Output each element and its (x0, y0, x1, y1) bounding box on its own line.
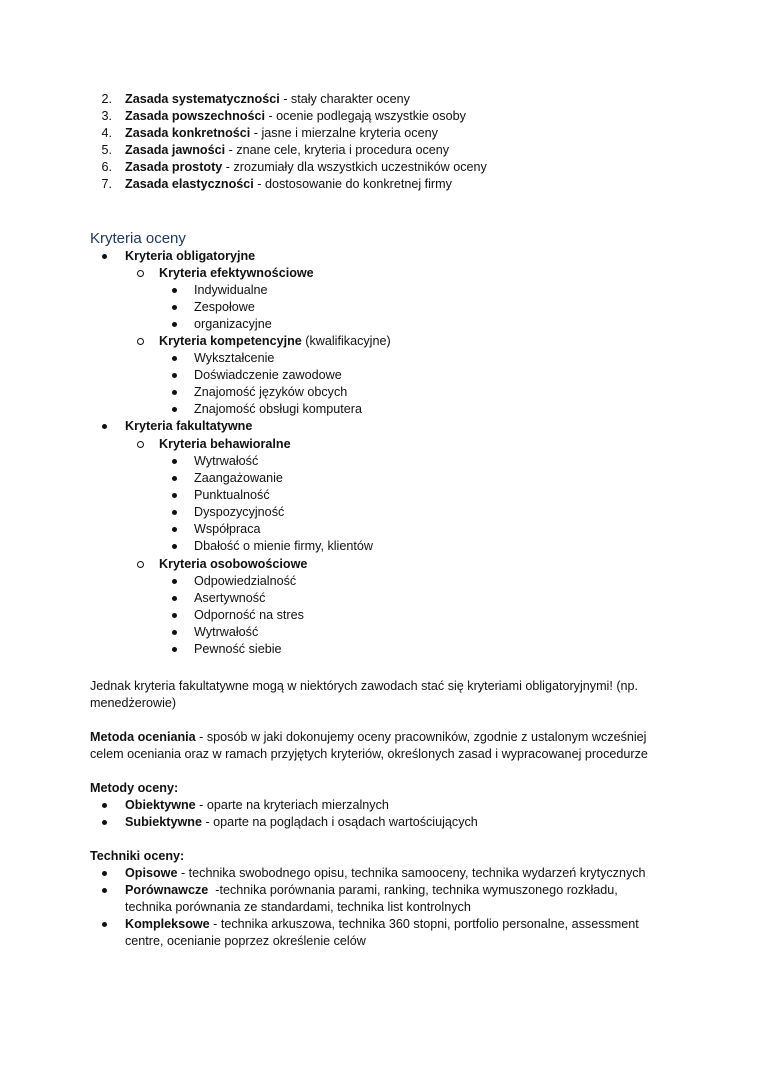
principle-title: Zasada konkretności (125, 126, 251, 140)
document-page: 2. Zasada systematyczności - stały charakter oceny 3. Zasada powszechności - ocenie podlegają wszystkie osoby 4. Zasada konkretności - jasne i mierzalne kryteria oceny 5. Zasada jawności - znane cele, kryteria i procedura oceny 6. Zasada prostoty - zrozumiały dla wszystkich uczestników oceny 7. Zasada elastyczności - dostosowanie do konkretnej firmy Kryteria oceny Kryteria obligatoryjne Kryteria efektywnościowe Indywidualne Zespołowe organizacyjne Kryteria kompetencyjne (kwalifikacyjne) Wykształcenie Doświadczenie zawodowe Znajomość języków obcych Znajomość obsługi komputera Kryteria fakultatywne Kryteria behawioralne Wytrwałość Zaangażowanie Punktualność Dyspozycyjność Współpraca Dbałość o mienie firmy, klientów Kryteria osobowościowe Odpowiedzialność Asertywność Odporność na stres Wytrwałość Pewność siebie Jednak kryteria fakultatywne mogą w niektórych zawodach stać się kryteriami obligatoryjnymi! (np. menedżerowie) Metoda oceniania - sposób w jaki dokonujemy oceny pracowników, zgodnie z ustalonym wcześniej celem oceniania oraz w ramach przyjętych kryteriów, określonych zasad i wypracowanej procedurze Metody oceny: Obiektywne - oparte na kryteriach mierzalnych Subiektywne - oparte na poglądach i osądach wartościujących Techniki oceny: Opisowe - technika swobodnego opisu, technika samooceny, technika wydarzeń krytycznych Porównawcze -technika porównania parami, ranking, technika wymuszonego rozkładu, technika porównania ze standardami, technika list kontrolnych Kompleksowe - technika arkuszowa, technika 360 stopni, portfolio personalne, assessment centre, ocenianie poprzez określenie celów (90, 92, 648, 948)
method-paragraph: Metoda oceniania - sposób w jaki dokonujemy oceny pracowników, zgodnie z ustalonym wcześniej celem oceniania oraz w ramach przyjętych kryteriów, określonych zasad i wypracowanej procedurze (90, 730, 648, 761)
criteria-heading: Kryteria oceny (90, 230, 186, 247)
principle-title: Zasada powszechności (125, 109, 265, 123)
principle-title: Zasada jawności (125, 143, 226, 157)
note-paragraph: Jednak kryteria fakultatywne mogą w niektórych zawodach stać się kryteriami obligatoryjnymi! (np. menedżerowie) (90, 679, 639, 710)
techniques-heading: Techniki oceny: (90, 849, 185, 863)
methods-heading: Metody oceny: (90, 781, 179, 795)
principle-title: Zasada prostoty (125, 160, 223, 174)
principle-title: Zasada systematyczności (125, 92, 280, 106)
principle-title: Zasada elastyczności (125, 177, 254, 191)
